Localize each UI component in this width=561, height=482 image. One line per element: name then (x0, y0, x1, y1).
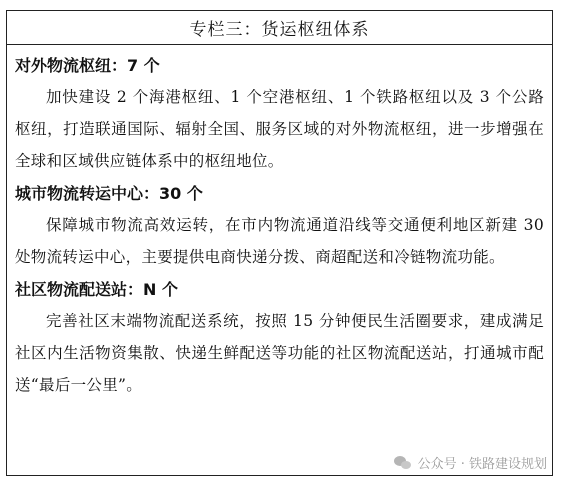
section-paragraph: 保障城市物流高效运转，在市内物流通道沿线等交通便利地区新建 30 处物流转运中心，主要提供电商快递分拨、商超配送和冷链物流功能。 (15, 216, 544, 266)
section-community-stations (15, 275, 544, 401)
section-city-transfer-centers (15, 179, 544, 273)
wechat-icon (394, 456, 412, 470)
watermark (394, 453, 547, 472)
section-heading: 对外物流枢纽：7 个 (15, 56, 160, 75)
column-box (6, 10, 553, 476)
box-content (7, 45, 552, 401)
section-heading: 城市物流转运中心：30 个 (15, 184, 203, 203)
box-title: 专栏三：货运枢纽体系 (7, 11, 552, 45)
section-external-hubs (15, 51, 544, 177)
watermark-text: 公众号 · 铁路建设规划 (417, 457, 547, 472)
section-heading: 社区物流配送站：N 个 (15, 280, 178, 299)
section-paragraph: 加快建设 2 个海港枢纽、1 个空港枢纽、1 个铁路枢纽以及 3 个公路枢纽，打造联通国际、辐射全国、服务区域的对外物流枢纽，进一步增强在全球和区域供应链体系中的枢纽地位。 (15, 88, 544, 170)
section-paragraph: 完善社区末端物流配送系统，按照 15 分钟便民生活圈要求，建成满足社区内生活物资集散、快递生鲜配送等功能的社区物流配送站，打通城市配送“最后一公里”。 (15, 312, 544, 394)
